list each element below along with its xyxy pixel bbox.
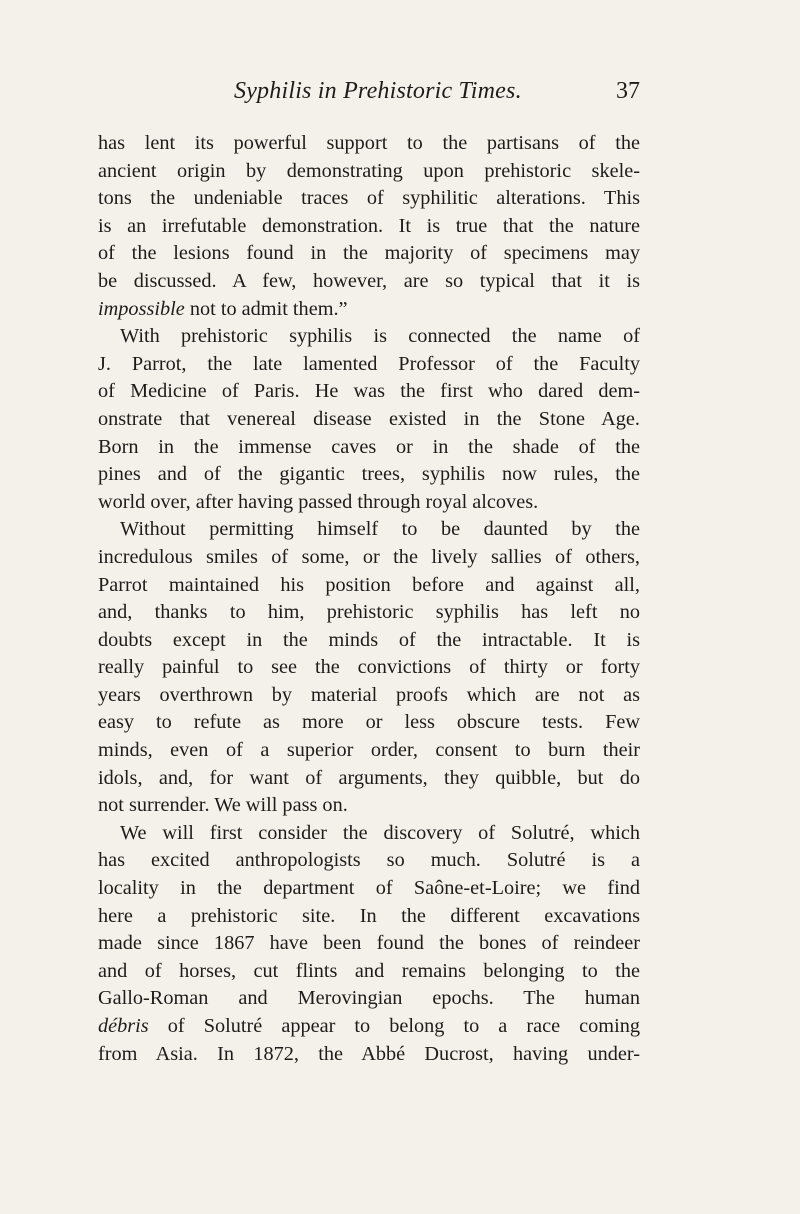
page-number: 37 bbox=[616, 78, 640, 104]
text-line: from Asia. In 1872, the Abbé Ducrost, having under- bbox=[98, 1042, 640, 1065]
text-line: world over, after having passed through royal alcoves. bbox=[98, 490, 539, 513]
text-line: We will first consider the discovery of Solutré, which bbox=[120, 821, 640, 844]
text-line: incredulous smiles of some, or the lively sallies of others, bbox=[98, 545, 640, 568]
running-title: Syphilis in Prehistoric Times. bbox=[234, 78, 522, 104]
text-line bbox=[98, 1013, 640, 1041]
text-line: of Medicine of Paris. He was the first who dared dem- bbox=[98, 380, 640, 403]
text-line: Parrot maintained his position before and against all, bbox=[98, 573, 640, 596]
text-line: tons the undeniable traces of syphilitic alterations. This bbox=[98, 187, 640, 210]
text-segment: of Solutré appear to belong to a race coming bbox=[148, 1015, 640, 1037]
text-line: minds, even of a superior order, consent to burn their bbox=[98, 739, 640, 762]
text-line bbox=[98, 296, 640, 324]
text-line: of the lesions found in the majority of specimens may bbox=[98, 242, 640, 265]
text-line: Born in the immense caves or in the shade of the bbox=[98, 435, 640, 458]
text-line: locality in the department of Saône-et-Loire; we find bbox=[98, 877, 640, 900]
text-segment: not to admit them.” bbox=[184, 297, 348, 320]
text-line: ancient origin by demonstrating upon prehistoric skele- bbox=[98, 159, 640, 182]
text-line: has lent its powerful support to the partisans of the bbox=[98, 132, 640, 154]
body-text bbox=[98, 130, 640, 1068]
text-line: pines and of the gigantic trees, syphilis now rules, the bbox=[98, 463, 640, 486]
text-line: doubts except in the minds of the intractable. It is bbox=[98, 628, 640, 651]
text-line: has excited anthropologists so much. Solutré is a bbox=[98, 849, 640, 872]
text-line: easy to refute as more or less obscure tests. Few bbox=[98, 711, 640, 734]
text-line: J. Parrot, the late lamented Professor of the Faculty bbox=[98, 352, 640, 375]
text-line: not surrender. We will pass on. bbox=[98, 794, 348, 817]
page-header bbox=[234, 78, 640, 110]
text-line: and of horses, cut flints and remains belonging to the bbox=[98, 959, 640, 982]
text-line: onstrate that venereal disease existed in the Stone Age. bbox=[98, 407, 640, 430]
text-line: Gallo-Roman and Merovingian epochs. The human bbox=[98, 987, 640, 1010]
italic-phrase: débris bbox=[98, 1015, 149, 1037]
text-line: and, thanks to him, prehistoric syphilis has left no bbox=[98, 601, 640, 624]
text-line: With prehistoric syphilis is connected the name of bbox=[120, 325, 640, 348]
text-line: really painful to see the convictions of thirty or forty bbox=[98, 656, 640, 679]
italic-phrase: impossible bbox=[98, 297, 185, 320]
text-line: idols, and, for want of arguments, they quibble, but do bbox=[98, 766, 640, 789]
text-line: years overthrown by material proofs which are not as bbox=[98, 683, 640, 706]
text-line: is an irrefutable demonstration. It is true that the nature bbox=[98, 214, 640, 237]
text-line: made since 1867 have been found the bones of reindeer bbox=[98, 932, 640, 955]
text-line: here a prehistoric site. In the different excavations bbox=[98, 904, 640, 927]
text-line: be discussed. A few, however, are so typical that it is bbox=[98, 269, 640, 292]
text-line: Without permitting himself to be daunted by the bbox=[120, 518, 640, 541]
